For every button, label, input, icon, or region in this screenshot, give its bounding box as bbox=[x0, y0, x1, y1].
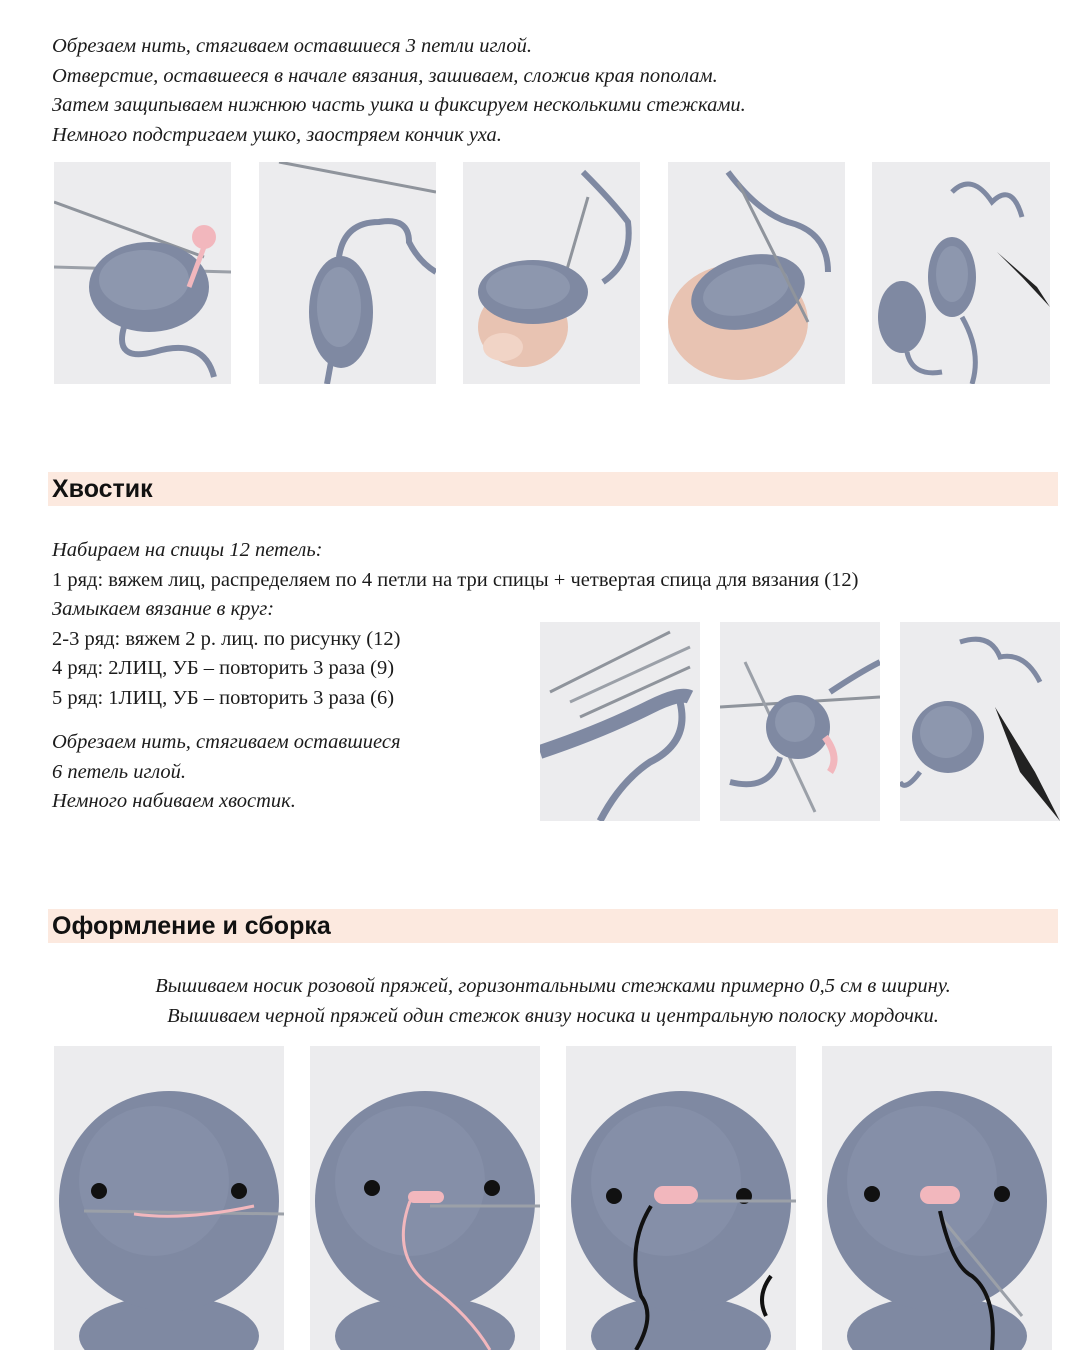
assembly-photo-4 bbox=[822, 1046, 1052, 1350]
tail-photo-1 bbox=[540, 622, 700, 821]
intro-line: Затем защипываем нижнюю часть ушка и фиксируем несколькими стежками. bbox=[52, 94, 746, 116]
ear-pinching-image bbox=[668, 162, 845, 384]
assembly-heading-text: Оформление и сборка bbox=[52, 912, 331, 940]
tail-photo-3 bbox=[900, 622, 1060, 821]
intro-text bbox=[52, 32, 746, 150]
ear-photo-4 bbox=[668, 162, 845, 384]
assembly-line: Вышиваем носик розовой пряжей, горизонтальными стежками примерно 0,5 см в ширину. bbox=[155, 975, 951, 997]
ear-knitting-image bbox=[54, 162, 231, 384]
intro-line: Отверстие, оставшееся в начале вязания, зашиваем, сложив края пополам. bbox=[52, 64, 718, 87]
tail-round-image bbox=[720, 622, 880, 821]
tail-section-heading bbox=[48, 472, 1058, 506]
assembly-instructions bbox=[0, 972, 1080, 1031]
ear-photo-1 bbox=[54, 162, 231, 384]
tail-line: 5 ряд: 1ЛИЦ, УБ – повторить 3 раза (6) bbox=[52, 686, 395, 709]
tail-line: 6 петель иглой. bbox=[52, 760, 187, 783]
tail-start-image bbox=[540, 622, 700, 821]
intro-line: Немного подстригаем ушко, заостряем кончик уха. bbox=[52, 123, 502, 146]
tail-line: 1 ряд: вяжем лиц, распределяем по 4 петли на три спицы + четвертая спица для вязания (12) bbox=[52, 568, 859, 591]
face-finished-image bbox=[822, 1046, 1052, 1350]
ear-photo-2 bbox=[259, 162, 436, 384]
tail-line: 4 ряд: 2ЛИЦ, УБ – повторить 3 раза (9) bbox=[52, 657, 395, 679]
tail-line: Немного набиваем хвостик. bbox=[52, 790, 296, 812]
assembly-section-heading bbox=[48, 909, 1058, 943]
face-nose-stitch-image bbox=[310, 1046, 540, 1350]
ear-sewing-image bbox=[463, 162, 640, 384]
intro-line: Обрезаем нить, стягиваем оставшиеся 3 петли иглой. bbox=[52, 35, 532, 57]
assembly-line: Вышиваем черной пряжей один стежок внизу носика и центральную полоску мордочки. bbox=[167, 1004, 939, 1027]
tail-line: Замыкаем вязание в круг: bbox=[52, 598, 275, 620]
face-nose-start-image bbox=[54, 1046, 284, 1350]
ear-photo-5 bbox=[872, 162, 1050, 384]
ear-photo-3 bbox=[463, 162, 640, 384]
tail-line: Обрезаем нить, стягиваем оставшиеся bbox=[52, 731, 401, 753]
assembly-photo-1 bbox=[54, 1046, 284, 1350]
tail-heading-text: Хвостик bbox=[52, 475, 153, 503]
tail-finished-image bbox=[900, 622, 1060, 821]
tail-photo-2 bbox=[720, 622, 880, 821]
assembly-photo-2 bbox=[310, 1046, 540, 1350]
face-black-stitch-image bbox=[566, 1046, 796, 1350]
ear-needle-image bbox=[259, 162, 436, 384]
assembly-photo-3 bbox=[566, 1046, 796, 1350]
tail-line: Набираем на спицы 12 петель: bbox=[52, 539, 323, 561]
tail-line: 2-3 ряд: вяжем 2 р. лиц. по рисунку (12) bbox=[52, 627, 401, 650]
ear-trimmed-image bbox=[872, 162, 1050, 384]
